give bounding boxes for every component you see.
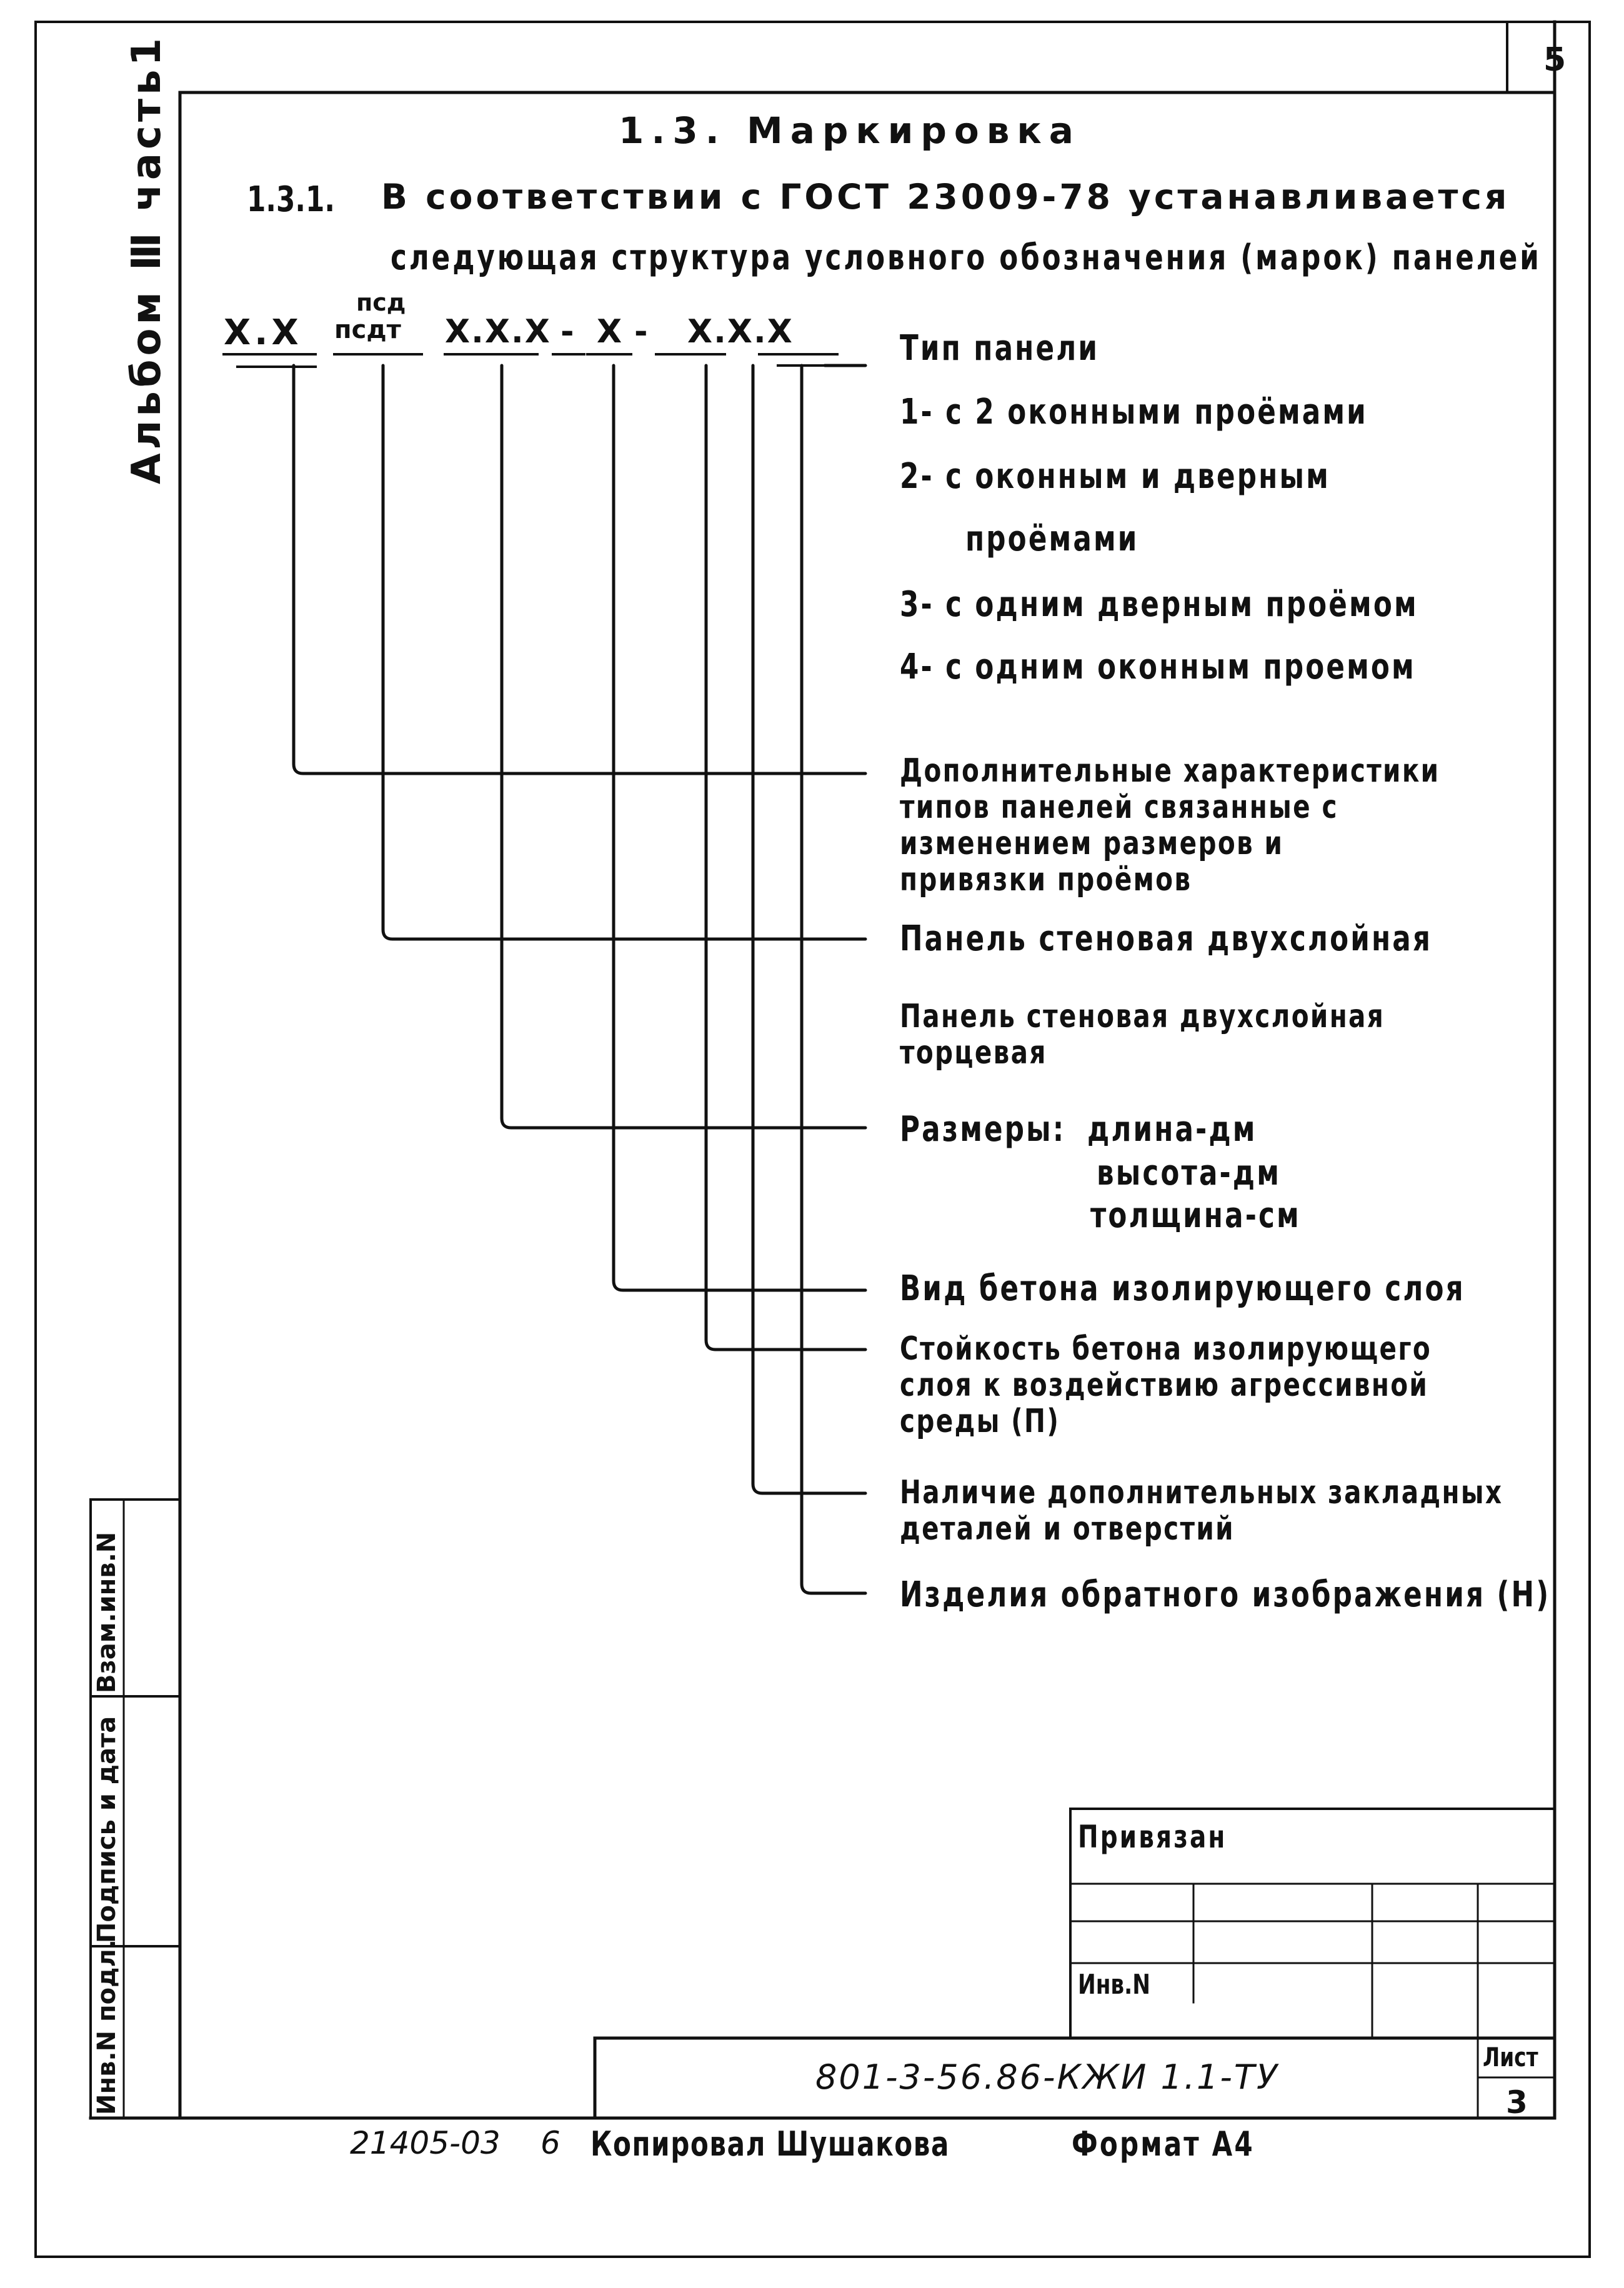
document-code: 801-3-56.86-КЖИ 1.1-ТУ (815, 2057, 1279, 2097)
legend-dimensions-thickness: толщина-см (1090, 1195, 1301, 1236)
leader-panel-type (383, 366, 865, 939)
title-inv-no: Инв.N (1078, 1969, 1150, 2001)
legend-panel-two-layer-end: Панель стеновая двухслойная торцевая (900, 998, 1385, 1072)
mark-xx: Х.Х (224, 312, 302, 353)
stamp-replace-inv: Взам.инв.N (92, 1531, 121, 1693)
mark-xxx: Х.Х.Х (445, 313, 551, 351)
panel-type-1: 1- с 2 оконными проёмами (900, 392, 1368, 432)
title-linked: Привязан (1078, 1819, 1227, 1855)
panel-type-4: 4- с одним оконным проемом (900, 647, 1416, 687)
panel-type-2-cont: проёмами (965, 519, 1139, 559)
leader-embedded-parts (753, 366, 865, 1493)
legend-mirror-products: Изделия обратного изображения (Н) (900, 1574, 1551, 1615)
legend-additional-characteristics: Дополнительные характеристики типов панелей связанные с изменением размеров и привязки проёмов (900, 752, 1440, 898)
album-label: Альбом Ⅲ часть1 (124, 34, 170, 484)
panel-type-3: 3- с одним дверным проёмом (900, 584, 1418, 625)
section-title: 1.3. Маркировка (619, 109, 1081, 152)
legend-concrete-type: Вид бетона изолирующего слоя (900, 1268, 1465, 1309)
legend-embedded-parts: Наличие дополнительных закладных деталей и отверстий (900, 1474, 1503, 1548)
intro-line-2: следующая структура условного обозначения (марок) панелей (391, 237, 1542, 278)
clause-number: 1.3.1. (247, 179, 335, 220)
leader-mirror-products (802, 366, 865, 1593)
intro-line-1: В соответствии с ГОСТ 23009-78 устанавливается (381, 177, 1510, 217)
mark-psd-top: псд (356, 289, 406, 316)
format-label: Формат А4 (1072, 2124, 1255, 2164)
copied-by: Копировал Шушакова (590, 2124, 950, 2164)
mark-dash-2: - (634, 313, 648, 351)
mark-tail: Х.Х.Х (687, 313, 794, 351)
copy-number: 6 (541, 2125, 560, 2161)
leader-lines (294, 366, 865, 1593)
mark-psd-bottom: псдт (334, 316, 401, 344)
legend-dimensions-height: высота-дм (1097, 1153, 1282, 1193)
leader-dimensions (502, 366, 865, 1128)
sheet-number: 3 (1506, 2084, 1528, 2121)
panel-type-2: 2- с оконным и дверным (900, 456, 1330, 497)
mark-x: Х (597, 313, 622, 351)
legend-panel-two-layer: Панель стеновая двухслойная (900, 918, 1433, 959)
legend-dimensions-length: длина-дм (1087, 1109, 1257, 1150)
panel-types-heading: Тип панели (900, 328, 1100, 369)
stamp-inv-orig: Инв.N подл. (92, 1939, 121, 2115)
page-number: 5 (1543, 41, 1567, 79)
leader-concrete-type (614, 366, 865, 1290)
mark-dash-1: - (560, 313, 574, 351)
order-number: 21405-03 (350, 2125, 501, 2161)
legend-dimensions-label: Размеры: (900, 1109, 1066, 1150)
leader-concrete-resistance (706, 366, 865, 1350)
mark-underlines (224, 354, 861, 367)
sheet-label: Лист (1483, 2042, 1538, 2072)
stamp-signature-date: Подпись и дата (92, 1716, 121, 1943)
legend-concrete-resistance: Стойкость бетона изолирующего слоя к воздействию агрессивной среды (П) (900, 1330, 1432, 1440)
leader-additional-characteristics (294, 366, 865, 773)
